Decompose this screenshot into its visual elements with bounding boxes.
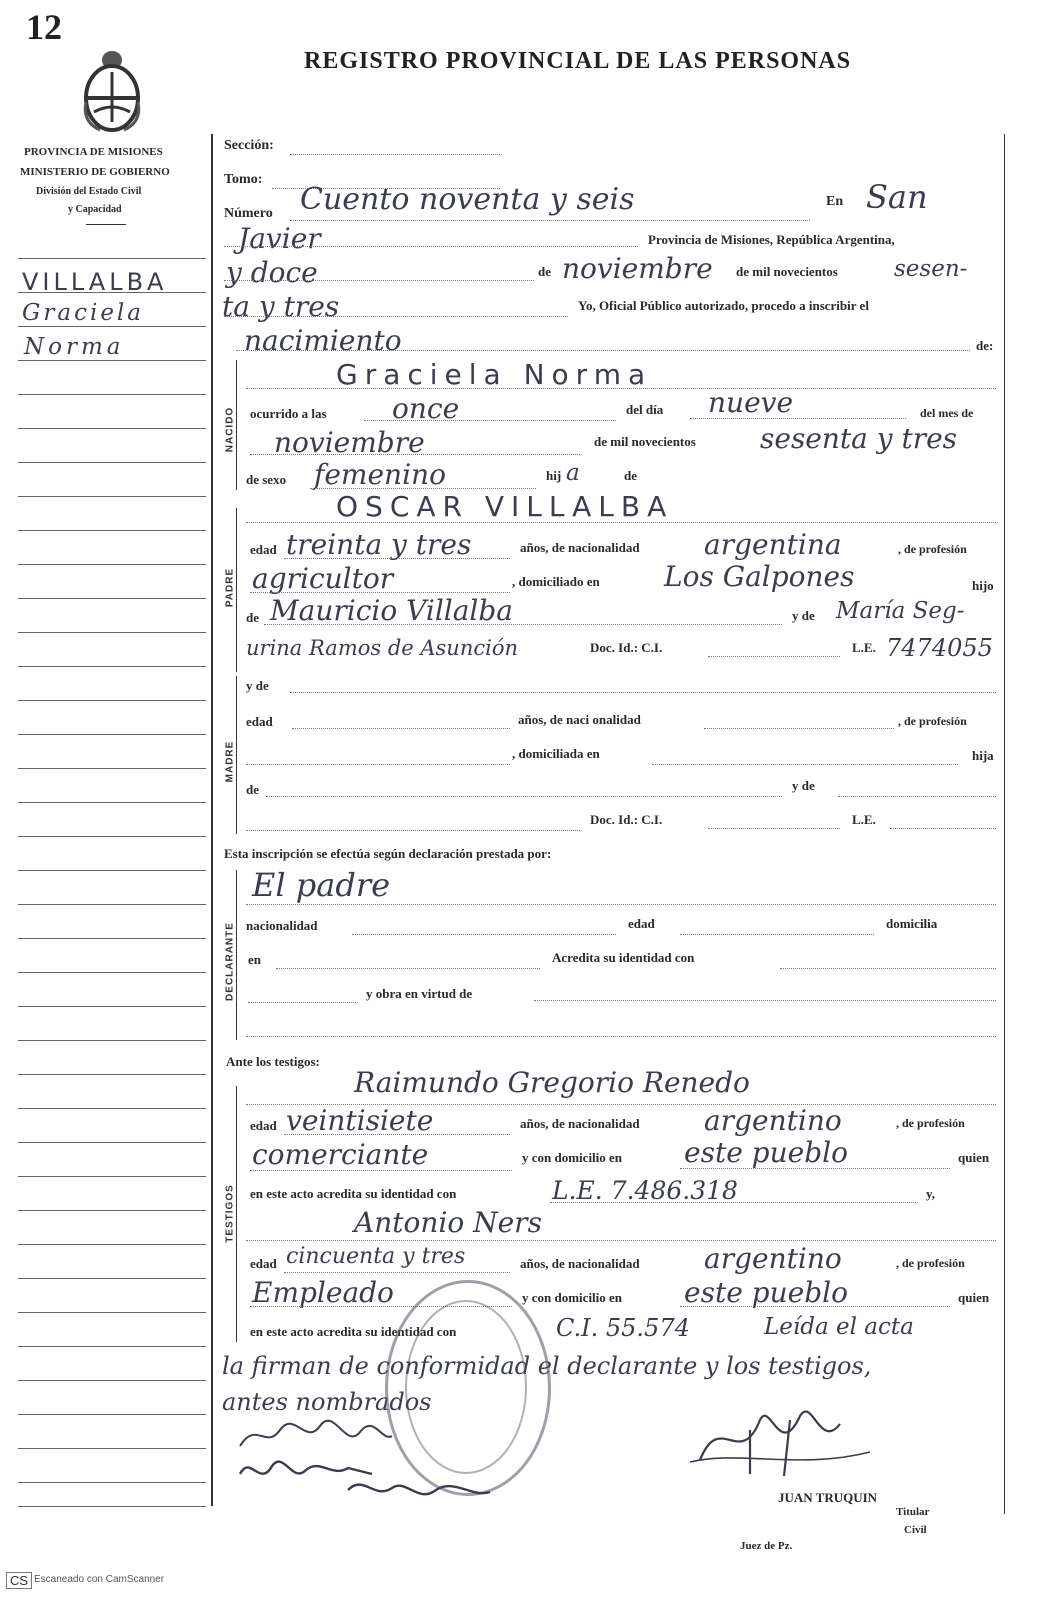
hw-mes: noviembre [562, 252, 713, 285]
label-acredita-t1: en este acto acredita su identidad con [250, 1186, 457, 1201]
label-ocurrido: ocurrido a las [250, 406, 327, 421]
label-doc-padre: Doc. Id.: C.I. [590, 640, 663, 655]
main-left-border [211, 134, 213, 1506]
madre-padre-line [266, 796, 782, 797]
hw-padre-edad: treinta y tres [286, 528, 472, 561]
label-de-colon: de: [976, 338, 994, 353]
camscanner-text: Escaneado con CamScanner [34, 1574, 165, 1585]
label-de-sexo: de sexo [246, 472, 287, 487]
t1-edad-line [284, 1134, 510, 1135]
sexo-line [310, 488, 536, 489]
margin-given-2: Norma [24, 334, 125, 360]
hw-cierre1: Leída el acta [764, 1314, 914, 1340]
label-testigos: TESTIGOS [224, 1184, 236, 1243]
label-domicilia-decl: domicilia [886, 916, 938, 931]
hw-padre-le: 7474055 [886, 634, 993, 662]
header-ministry: MINISTERIO DE GOBIERNO [20, 166, 170, 178]
label-nacido: NACIDO [224, 406, 236, 453]
decl-obra-line [534, 1000, 996, 1001]
label-y-de-madre: y de [246, 678, 269, 693]
hw-padre-dom: Los Galpones [664, 560, 855, 593]
label-le-padre: L.E. [852, 640, 876, 655]
label-de-mil-nov: de mil novecientos [594, 434, 696, 449]
camscanner-badge: CS [6, 1572, 32, 1589]
t2-dom-line [680, 1306, 950, 1307]
label-y-de-abuela: y de [792, 608, 815, 623]
hora-line [364, 420, 616, 421]
hw-t2-nac: argentino [704, 1242, 842, 1275]
hw-abuelo: Mauricio Villalba [270, 594, 513, 627]
label-anos-padre: años, de nacionalidad [520, 540, 640, 555]
label-de-1: de [538, 264, 551, 279]
header-divider [86, 224, 126, 225]
t1-prof-line [250, 1170, 512, 1171]
label-edad-t1: edad [250, 1118, 277, 1133]
label-madre: MADRE [224, 740, 236, 783]
label-acredita-t2: en este acto acredita su identidad con [250, 1324, 457, 1339]
mes-nac-line [250, 454, 580, 455]
hw-testigo2: Antonio Ners [354, 1206, 542, 1239]
label-obra-decl: y obra en virtud de [366, 986, 473, 1001]
dia-nac-line [690, 418, 906, 419]
label-del-mes: del mes de [920, 406, 974, 420]
label-dom-t1: y con domicilio en [522, 1150, 623, 1165]
section-rule-declarante [236, 870, 237, 1040]
official-title-a: Juez de Pz. [740, 1540, 793, 1552]
anio-line [224, 316, 568, 317]
label-prof-padre: , de profesión [898, 542, 967, 556]
label-padre: PADRE [224, 567, 236, 608]
section-rule-testigos [236, 1086, 237, 1342]
signature-testigo2 [344, 1470, 494, 1510]
label-le-madre: L.E. [852, 812, 876, 827]
madre-nombre-line [290, 692, 996, 693]
label-en: En [826, 194, 844, 209]
label-hij: hij [546, 468, 562, 483]
section-rule-nacido [236, 360, 237, 490]
decl-acredita-line [780, 968, 996, 969]
hw-dia-nac: nueve [708, 386, 794, 419]
hw-t2-prof: Empleado [252, 1276, 394, 1309]
label-de-hij: de [624, 468, 637, 483]
hw-padre-prof: agricultor [252, 562, 394, 595]
label-de-mil: de mil novecientos [736, 264, 838, 279]
label-provincia: Provincia de Misiones, República Argentina, [648, 232, 895, 247]
t1-doc-line [550, 1202, 916, 1203]
hw-anio-b: ta y tres [222, 290, 340, 323]
hw-declarante: El padre [252, 866, 391, 904]
document-title: REGISTRO PROVINCIAL DE LAS PERSONAS [304, 48, 852, 74]
padre-edad-line [284, 558, 510, 559]
hw-t1-edad: veintisiete [286, 1104, 434, 1137]
hw-nombre: Graciela Norma [336, 358, 653, 391]
label-anos-t1: años, de nacionalidad [520, 1116, 640, 1131]
section-rule-padre [236, 508, 237, 672]
label-acredita-decl: Acredita su identidad con [552, 950, 695, 965]
hw-cierre2: la firman de conformidad el declarante y los testigos, [222, 1352, 872, 1380]
testigo2-line [246, 1240, 996, 1241]
official-title-c: Civil [904, 1524, 927, 1536]
label-domiciliada: , domiciliada en [512, 746, 600, 761]
label-hija: hija [972, 748, 994, 763]
hw-anio-a: sesen- [894, 256, 968, 282]
hw-cierre3: antes nombrados [222, 1388, 432, 1416]
decl-nac-line [352, 934, 616, 935]
label-domiciliado: , domiciliado en [512, 574, 600, 589]
hw-place-b: Javier [238, 222, 321, 255]
official-name: JUAN TRUQUIN [778, 1490, 878, 1505]
madre-prof-line [246, 764, 510, 765]
decl-extra-line [248, 1002, 356, 1003]
label-en-decl: en [248, 952, 261, 967]
t2-edad-line [284, 1272, 510, 1273]
label-edad-t2: edad [250, 1256, 277, 1271]
hw-hora: once [392, 392, 460, 425]
hw-sexo: femenino [314, 458, 446, 491]
label-declarante: DECLARANTE [224, 922, 236, 1001]
label-tomo: Tomo: [224, 172, 263, 187]
hw-dia: y doce [226, 256, 318, 289]
label-esta-inscripcion: Esta inscripción se efectúa según declaración prestada por: [224, 846, 552, 861]
label-nacionalidad-decl: nacionalidad [246, 918, 318, 933]
hw-t2-edad: cincuenta y tres [286, 1244, 466, 1269]
coat-of-arms-icon [80, 42, 144, 134]
label-seccion: Sección: [224, 138, 274, 153]
decl-edad-line [680, 934, 874, 935]
hw-testigo1: Raimundo Gregorio Renedo [354, 1066, 750, 1099]
header-province: PROVINCIA DE MISIONES [24, 146, 163, 158]
numero-line [290, 220, 810, 221]
label-numero: Número [224, 206, 273, 221]
official-seal-inner [405, 1300, 527, 1474]
padre-prof-line [250, 592, 510, 593]
dia-line [224, 280, 534, 281]
margin-given-1: Graciela [22, 300, 144, 326]
decl-en-line [276, 968, 540, 969]
hw-t1-dom: este pueblo [684, 1136, 848, 1169]
place-line [224, 246, 638, 247]
label-dom-t2: y con domicilio en [522, 1290, 623, 1305]
hw-acto: nacimiento [244, 324, 402, 357]
hw-t1-prof: comerciante [252, 1138, 429, 1171]
label-doc-madre: Doc. Id.: C.I. [590, 812, 663, 827]
label-edad-padre: edad [250, 542, 277, 557]
decl-final-line [246, 1036, 996, 1037]
label-y-de-madre-madre: y de [792, 778, 815, 793]
acto-line [236, 350, 970, 351]
label-prof-madre: , de profesión [898, 714, 967, 728]
label-quien-t1: quien [958, 1150, 990, 1165]
hw-t1-nac: argentino [704, 1104, 842, 1137]
label-yo: Yo, Oficial Público autorizado, procedo a inscribir el [578, 298, 869, 313]
label-edad-madre: edad [246, 714, 273, 729]
nombre-line [246, 388, 996, 389]
label-anos-t2: años, de nacionalidad [520, 1256, 640, 1271]
doc-padre-line [708, 656, 840, 657]
abuelo-line [264, 624, 782, 625]
hw-abuela-b: urina Ramos de Asunción [246, 636, 519, 660]
header-division: División del Estado Civil [36, 186, 142, 197]
label-prof-t1: , de profesión [896, 1116, 965, 1130]
doc-madre-line [708, 828, 840, 829]
seccion-line [290, 154, 500, 155]
margin-surname: VILLALBA [22, 268, 168, 296]
main-right-border [1004, 134, 1005, 1514]
hw-t1-doc: L.E. 7.486.318 [552, 1176, 738, 1205]
hw-abuela-a: María Seg- [836, 598, 965, 624]
hw-t2-dom: este pueblo [684, 1276, 848, 1309]
madre-nac-line [704, 728, 894, 729]
signature-official [680, 1390, 880, 1480]
padre-nombre-line [246, 522, 996, 523]
hw-padre-nac: argentina [704, 528, 842, 561]
label-de-abuelo: de [246, 610, 259, 625]
label-y-comma: y, [926, 1186, 936, 1201]
hw-hija-suffix: a [566, 460, 580, 486]
label-anos-madre: años, de naci onalidad [518, 712, 641, 727]
t1-dom-line [680, 1168, 950, 1169]
declarante-line [246, 904, 996, 905]
section-rule-madre [236, 676, 237, 834]
label-quien-t2: quien [958, 1290, 990, 1305]
le-madre-line [890, 828, 996, 829]
label-ante-testigos: Ante los testigos: [226, 1054, 320, 1069]
madre-dom-line [652, 764, 958, 765]
label-hijo: hijo [972, 578, 994, 593]
hw-mes-nac: noviembre [274, 426, 425, 459]
hw-padre-nombre: OSCAR VILLALBA [336, 490, 674, 523]
madre-edad-line [292, 728, 510, 729]
label-edad-decl: edad [628, 916, 655, 931]
madre-extra-line [246, 830, 580, 831]
hw-numero: Cuento noventa y seis [300, 182, 635, 217]
label-del-dia: del día [626, 402, 664, 417]
madre-madre-line [838, 796, 996, 797]
official-title-b: Titular [896, 1506, 930, 1518]
hw-anio-nac: sesenta y tres [760, 422, 958, 455]
hw-t2-doc: C.I. 55.574 [556, 1314, 690, 1342]
label-prof-t2: , de profesión [896, 1256, 965, 1270]
page-number: 12 [26, 7, 62, 47]
hw-place-a: San [866, 178, 928, 216]
header-capacity: y Capacidad [68, 204, 122, 215]
label-de-madre-padre: de [246, 782, 259, 797]
